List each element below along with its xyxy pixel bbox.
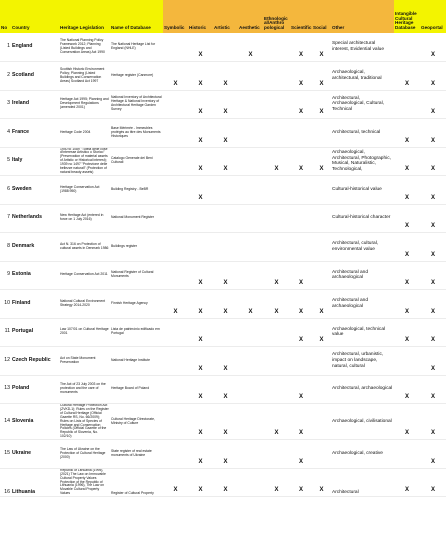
- historic-mark: X: [188, 119, 213, 148]
- artistic-mark: X: [213, 404, 238, 440]
- other-values: Archaeological, creative: [331, 440, 394, 469]
- social-mark: [312, 204, 331, 233]
- historic-mark: X: [188, 404, 213, 440]
- row-number: 12: [0, 347, 11, 376]
- aesthetic-mark: [238, 176, 263, 205]
- country-name: Poland: [11, 375, 59, 404]
- other-values: Architectural, archaeological: [331, 375, 394, 404]
- table-row: [0, 147, 446, 176]
- social-mark: X: [312, 90, 331, 119]
- artistic-mark: X: [213, 119, 238, 148]
- database-name: Buildings register: [110, 233, 163, 262]
- artistic-mark: X: [213, 147, 238, 176]
- ethnological-mark: [263, 119, 290, 148]
- ich-database-mark: [394, 90, 420, 119]
- country-name: Finland: [11, 290, 59, 319]
- country-name: Slovenia: [11, 404, 59, 440]
- other-values: Architectural, urbanistic, impact on landscape, natural, cultural: [331, 347, 394, 376]
- header-artistic: Artistic: [213, 0, 238, 33]
- symbolic-mark: X: [163, 62, 188, 91]
- geoportal-mark: X: [420, 62, 446, 91]
- social-mark: [312, 233, 331, 262]
- header-database: Name of Database: [110, 0, 163, 33]
- geoportal-mark: X: [420, 375, 446, 404]
- header-geoportal: Geoportal: [420, 0, 446, 33]
- symbolic-mark: X: [163, 290, 188, 319]
- aesthetic-mark: [238, 119, 263, 148]
- scientific-mark: X: [290, 375, 312, 404]
- other-values: Architectural, Archaeological, Cultural, Technical: [331, 90, 394, 119]
- other-values: Archaeological, Architectural, Photographic, Musical, Naturalistic, Technological,: [331, 147, 394, 176]
- table-row: [0, 204, 446, 233]
- historic-mark: X: [188, 176, 213, 205]
- country-name: Ireland: [11, 90, 59, 119]
- database-name: National Heritage Institute: [110, 347, 163, 376]
- other-values: Cultural-historical value: [331, 176, 394, 205]
- table-row: [0, 119, 446, 148]
- country-name: Portugal: [11, 318, 59, 347]
- country-name: Czech Republic: [11, 347, 59, 376]
- header-no: No: [0, 0, 11, 33]
- row-number: 5: [0, 147, 11, 176]
- symbolic-mark: [163, 90, 188, 119]
- heritage-legislation: 1940 to 1089 "Tutela delle cose d'interesse Artistico o Storico" (Preservation of material assets of Artistic or Historical interest); 1939 no 1497 "Protezione delle bellezze naturali" (Protection of natural beauty assets): [59, 147, 110, 176]
- aesthetic-mark: [238, 90, 263, 119]
- row-number: 2: [0, 62, 11, 91]
- geoportal-mark: X: [420, 119, 446, 148]
- historic-mark: X: [188, 261, 213, 290]
- header-row: [0, 0, 446, 33]
- other-values: Architectural and archaeological: [331, 261, 394, 290]
- header-social: Social: [312, 0, 331, 33]
- symbolic-mark: [163, 318, 188, 347]
- historic-mark: X: [188, 375, 213, 404]
- aesthetic-mark: [238, 375, 263, 404]
- database-name: Building Registry - BeBR: [110, 176, 163, 205]
- ich-database-mark: X: [394, 176, 420, 205]
- ich-database-mark: X: [394, 204, 420, 233]
- symbolic-mark: X: [163, 468, 188, 497]
- row-number: 10: [0, 290, 11, 319]
- symbolic-mark: [163, 261, 188, 290]
- heritage-legislation: New Heritage Act (entered in force on 1 July 2016): [59, 204, 110, 233]
- geoportal-mark: X: [420, 440, 446, 469]
- header-ethnological: Ethnologic al/Anthro pological: [263, 0, 290, 33]
- social-mark: [312, 119, 331, 148]
- database-name: Base Mérimée - Immeubles protégés au titre des Monuments Historiques: [110, 119, 163, 148]
- social-mark: [312, 261, 331, 290]
- country-name: Denmark: [11, 233, 59, 262]
- country-name: Netherlands: [11, 204, 59, 233]
- table-row: [0, 347, 446, 376]
- row-number: 9: [0, 261, 11, 290]
- database-name: Heritage Board of Poland: [110, 375, 163, 404]
- social-mark: X: [312, 290, 331, 319]
- artistic-mark: X: [213, 347, 238, 376]
- scientific-mark: [290, 119, 312, 148]
- ich-database-mark: [394, 33, 420, 62]
- table-row: [0, 404, 446, 440]
- artistic-mark: X: [213, 62, 238, 91]
- aesthetic-mark: X: [238, 290, 263, 319]
- aesthetic-mark: [238, 62, 263, 91]
- ethnological-mark: [263, 440, 290, 469]
- heritage-legislation: The National Planning Policy Framework 2012; Planning (Listed Buildings and Conservation Areas) Act 1990: [59, 33, 110, 62]
- ethnological-mark: [263, 318, 290, 347]
- heritage-legislation: Heritage Act 1995; Planning and Development Regulations (amended 2001): [59, 90, 110, 119]
- header-ich-database: Intangible Cultural Heritage Database: [394, 0, 420, 33]
- other-values: Special architectural interest, Evidential value: [331, 33, 394, 62]
- geoportal-mark: X: [420, 176, 446, 205]
- geoportal-mark: X: [420, 468, 446, 497]
- ich-database-mark: X: [394, 318, 420, 347]
- aesthetic-mark: X: [238, 33, 263, 62]
- country-name: France: [11, 119, 59, 148]
- aesthetic-mark: [238, 261, 263, 290]
- historic-mark: X: [188, 33, 213, 62]
- aesthetic-mark: [238, 468, 263, 497]
- ethnological-mark: X: [263, 468, 290, 497]
- table-row: [0, 233, 446, 262]
- ethnological-mark: X: [263, 147, 290, 176]
- country-name: Italy: [11, 147, 59, 176]
- country-name: England: [11, 33, 59, 62]
- table-row: [0, 261, 446, 290]
- country-name: Sweden: [11, 176, 59, 205]
- scientific-mark: X: [290, 440, 312, 469]
- ethnological-mark: [263, 347, 290, 376]
- historic-mark: X: [188, 347, 213, 376]
- database-name: National Monument Register: [110, 204, 163, 233]
- table-row: [0, 318, 446, 347]
- table-header: [0, 0, 446, 33]
- artistic-mark: [213, 318, 238, 347]
- social-mark: X: [312, 318, 331, 347]
- ich-database-mark: X: [394, 468, 420, 497]
- row-number: 6: [0, 176, 11, 205]
- header-aesthetic: Aesthetic: [238, 0, 263, 33]
- artistic-mark: [213, 233, 238, 262]
- artistic-mark: [213, 204, 238, 233]
- symbolic-mark: [163, 375, 188, 404]
- ethnological-mark: X: [263, 261, 290, 290]
- ich-database-mark: X: [394, 119, 420, 148]
- ethnological-mark: [263, 62, 290, 91]
- ethnological-mark: X: [263, 404, 290, 440]
- symbolic-mark: [163, 204, 188, 233]
- artistic-mark: X: [213, 261, 238, 290]
- ethnological-mark: [263, 33, 290, 62]
- aesthetic-mark: [238, 318, 263, 347]
- ethnological-mark: X: [263, 290, 290, 319]
- artistic-mark: [213, 33, 238, 62]
- social-mark: [312, 375, 331, 404]
- row-number: 1: [0, 33, 11, 62]
- heritage-legislation: Republic of Lithuania (1995), (2021) The Law on Immovable Cultural Property Values Protection of the Republic of Lithuania (1996), The Law on Movable Cultural Property Values: [59, 468, 110, 497]
- heritage-legislation: The Law of Ukraine on the Protection of Cultural Heritage (2000): [59, 440, 110, 469]
- row-number: 13: [0, 375, 11, 404]
- table-row: [0, 62, 446, 91]
- other-values: Architectural, cultural, environmental value: [331, 233, 394, 262]
- database-name: National Inventory of Architectural Heritage & National Inventory of Architectural Heritage Garden Survey: [110, 90, 163, 119]
- social-mark: X: [312, 468, 331, 497]
- other-values: Architectural: [331, 468, 394, 497]
- table-body: [0, 33, 446, 497]
- database-name: State register of real estate monuments of Ukraine: [110, 440, 163, 469]
- symbolic-mark: [163, 440, 188, 469]
- symbolic-mark: [163, 33, 188, 62]
- ich-database-mark: X: [394, 62, 420, 91]
- country-name: Lithuania: [11, 468, 59, 497]
- geoportal-mark: X: [420, 404, 446, 440]
- ethnological-mark: [263, 204, 290, 233]
- scientific-mark: X: [290, 318, 312, 347]
- aesthetic-mark: [238, 440, 263, 469]
- geoportal-mark: X: [420, 318, 446, 347]
- other-values: Cultural-historical character: [331, 204, 394, 233]
- geoportal-mark: X: [420, 290, 446, 319]
- ich-database-mark: [394, 440, 420, 469]
- historic-mark: X: [188, 147, 213, 176]
- ich-database-mark: X: [394, 404, 420, 440]
- heritage-legislation: Act on State Monument Preservation: [59, 347, 110, 376]
- symbolic-mark: [163, 347, 188, 376]
- scientific-mark: X: [290, 290, 312, 319]
- historic-mark: [188, 204, 213, 233]
- heritage-legislation: The Act of 23 July 2003 on the protection and the care of monuments: [59, 375, 110, 404]
- database-name: Cultural Heritage Directorate, Ministry of Culture: [110, 404, 163, 440]
- table-row: [0, 375, 446, 404]
- row-number: 16: [0, 468, 11, 497]
- heritage-legislation: Scottish Historic Environment Policy; Planning (Listed Buildings and Conservation Areas) Scotland Act 1997: [59, 62, 110, 91]
- database-name: Finnish Heritage Agency: [110, 290, 163, 319]
- social-mark: [312, 176, 331, 205]
- ich-database-mark: X: [394, 233, 420, 262]
- scientific-mark: X: [290, 404, 312, 440]
- social-mark: X: [312, 33, 331, 62]
- other-values: Architectural, technical: [331, 119, 394, 148]
- aesthetic-mark: [238, 204, 263, 233]
- geoportal-mark: X: [420, 347, 446, 376]
- artistic-mark: X: [213, 90, 238, 119]
- database-name: Heritage register (Canmore): [110, 62, 163, 91]
- artistic-mark: X: [213, 290, 238, 319]
- historic-mark: X: [188, 290, 213, 319]
- scientific-mark: [290, 233, 312, 262]
- ich-database-mark: X: [394, 290, 420, 319]
- country-name: Scotland: [11, 62, 59, 91]
- ethnological-mark: [263, 233, 290, 262]
- historic-mark: X: [188, 468, 213, 497]
- row-number: 11: [0, 318, 11, 347]
- table-row: [0, 176, 446, 205]
- scientific-mark: [290, 176, 312, 205]
- country-name: Ukraine: [11, 440, 59, 469]
- row-number: 4: [0, 119, 11, 148]
- row-number: 14: [0, 404, 11, 440]
- row-number: 7: [0, 204, 11, 233]
- geoportal-mark: X: [420, 204, 446, 233]
- social-mark: X: [312, 62, 331, 91]
- aesthetic-mark: [238, 404, 263, 440]
- database-name: Lista de património edificado em Portugal: [110, 318, 163, 347]
- scientific-mark: [290, 347, 312, 376]
- header-other: Other: [331, 0, 394, 33]
- historic-mark: X: [188, 318, 213, 347]
- header-country: Country: [11, 0, 59, 33]
- ethnological-mark: [263, 176, 290, 205]
- scientific-mark: X: [290, 468, 312, 497]
- aesthetic-mark: [238, 233, 263, 262]
- header-legislation: Heritage Legislation: [59, 0, 110, 33]
- database-name: National Register of Cultural Monuments: [110, 261, 163, 290]
- table-row: [0, 290, 446, 319]
- other-values: Archaeological, architectural, traditional: [331, 62, 394, 91]
- symbolic-mark: [163, 176, 188, 205]
- artistic-mark: X: [213, 440, 238, 469]
- historic-mark: X: [188, 62, 213, 91]
- aesthetic-mark: [238, 147, 263, 176]
- ich-database-mark: X: [394, 147, 420, 176]
- heritage-legislation: Cultural Heritage Protection Act (ZVKD-1); Rules on the Register of Cultural Heritage (Official Gazette RS, No. 66/2009); Rules on Lists of Species of Heritage and Conservation Policies (Official Gazette of the Republic of Slovenia, No. 102/10): [60, 403, 109, 439]
- table-row: [0, 90, 446, 119]
- symbolic-mark: [163, 404, 188, 440]
- scientific-mark: X: [290, 90, 312, 119]
- heritage-legislation: Heritage Conservation Act (1988:950): [59, 176, 110, 205]
- other-values: Archaeological, technical value: [331, 318, 394, 347]
- row-number: 8: [0, 233, 11, 262]
- header-historic: Historic: [188, 0, 213, 33]
- geoportal-mark: X: [420, 233, 446, 262]
- country-name: Estonia: [11, 261, 59, 290]
- scientific-mark: [290, 204, 312, 233]
- heritage-legislation: Heritage Conservation Act 2011: [59, 261, 110, 290]
- historic-mark: X: [188, 90, 213, 119]
- geoportal-mark: X: [420, 90, 446, 119]
- symbolic-mark: [163, 233, 188, 262]
- historic-mark: X: [188, 440, 213, 469]
- heritage-legislation: Law 107/01 on Cultural Heritage 2001: [59, 318, 110, 347]
- table-row: [0, 33, 446, 62]
- database-name: The National Heritage List for England (NHLE): [110, 33, 163, 62]
- heritage-legislation: Act N. 316 on Protection of cultural assets in Denmark 1986: [59, 233, 110, 262]
- social-mark: [312, 440, 331, 469]
- heritage-legislation: Heritage Code 2004: [59, 119, 110, 148]
- scientific-mark: X: [290, 33, 312, 62]
- scientific-mark: X: [290, 147, 312, 176]
- other-values: Architectural and archaeological: [331, 290, 394, 319]
- ethnological-mark: [263, 375, 290, 404]
- social-mark: [312, 347, 331, 376]
- historic-mark: [188, 233, 213, 262]
- ethnological-mark: [263, 90, 290, 119]
- scientific-mark: X: [290, 62, 312, 91]
- row-number: 3: [0, 90, 11, 119]
- artistic-mark: X: [213, 468, 238, 497]
- ich-database-mark: X: [394, 375, 420, 404]
- database-name: Register of Cultural Property: [110, 468, 163, 497]
- geoportal-mark: X: [420, 33, 446, 62]
- ich-database-mark: [394, 347, 420, 376]
- geoportal-mark: X: [420, 261, 446, 290]
- header-symbolic: Symbolic: [163, 0, 188, 33]
- header-scientific: Scientific: [290, 0, 312, 33]
- symbolic-mark: [163, 147, 188, 176]
- table-row: [0, 440, 446, 469]
- symbolic-mark: [163, 119, 188, 148]
- artistic-mark: [213, 176, 238, 205]
- geoportal-mark: X: [420, 147, 446, 176]
- ich-database-mark: X: [394, 261, 420, 290]
- table-row: [0, 468, 446, 497]
- aesthetic-mark: [238, 347, 263, 376]
- social-mark: [312, 404, 331, 440]
- artistic-mark: X: [213, 375, 238, 404]
- scientific-mark: X: [290, 261, 312, 290]
- row-number: 15: [0, 440, 11, 469]
- database-name: Catalogo Generale dei Beni Culturali: [110, 147, 163, 176]
- other-values: Archaeological, civilisational: [331, 404, 394, 440]
- heritage-legislation: National Cultural Environment Strategy 2014-2020: [59, 290, 110, 319]
- social-mark: X: [312, 147, 331, 176]
